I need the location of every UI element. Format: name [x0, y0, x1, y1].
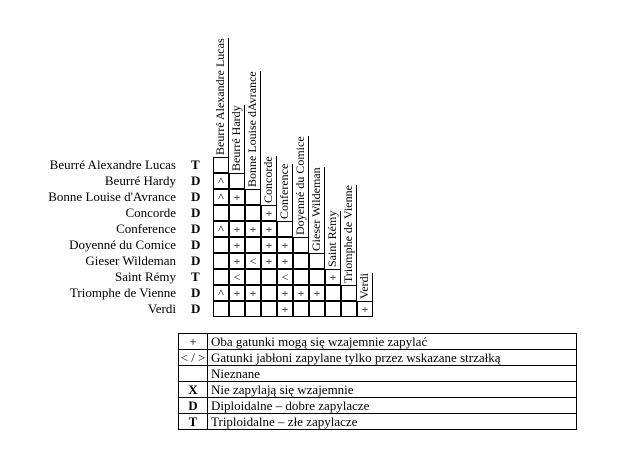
column-header: Verdi	[357, 273, 371, 299]
ploidy-mark: D	[191, 205, 201, 220]
matrix-cell	[245, 237, 261, 253]
matrix-cell	[293, 301, 309, 317]
legend-symbol: T	[179, 414, 208, 430]
legend-table	[178, 333, 577, 430]
matrix-cell	[245, 205, 261, 221]
column-header: Saint Rémy	[325, 210, 339, 267]
legend-row	[179, 398, 577, 414]
matrix-cell: <	[245, 253, 261, 269]
column-divider	[340, 211, 341, 269]
legend-row	[179, 414, 577, 430]
matrix-cell	[245, 269, 261, 285]
legend-description: Gatunki jabłoni zapylane tylko przez wskazane strzałką	[208, 350, 577, 366]
matrix-cell: ^	[213, 221, 229, 237]
matrix-cell: +	[229, 221, 245, 237]
column-header: Doyenné du Comice	[293, 136, 307, 235]
column-divider	[260, 71, 261, 189]
matrix-cell: +	[277, 285, 293, 301]
legend-description: Oba gatunki mogą się wzajemnie zapylać	[208, 334, 577, 350]
legend-row	[179, 334, 577, 350]
matrix-cell	[293, 253, 309, 269]
column-divider	[292, 164, 293, 221]
matrix-cell: ^	[213, 189, 229, 205]
matrix-cell	[213, 253, 229, 269]
matrix-cell	[213, 237, 229, 253]
variety-name: Beurré Hardy	[104, 173, 176, 188]
matrix-cell: +	[277, 253, 293, 269]
diagonal-cell: +	[357, 301, 373, 317]
matrix-cell	[293, 269, 309, 285]
matrix-cell: +	[261, 221, 277, 237]
matrix-cell	[325, 301, 341, 317]
variety-name: Triomphe de Vienne	[69, 285, 176, 300]
ploidy-mark: T	[191, 269, 200, 284]
column-header: Concorde	[261, 156, 275, 203]
column-divider	[308, 136, 309, 237]
ploidy-mark: D	[191, 221, 201, 236]
legend-description: Triploidalne – złe zapylacze	[208, 414, 577, 430]
ploidy-mark: D	[191, 173, 201, 188]
ploidy-mark: D	[191, 237, 201, 252]
variety-name: Beurré Alexandre Lucas	[49, 157, 176, 172]
column-divider	[372, 273, 373, 301]
diagonal-cell	[293, 237, 309, 253]
matrix-cell	[261, 269, 277, 285]
matrix-cell	[261, 285, 277, 301]
diagonal-cell	[309, 253, 325, 269]
variety-name: Conference	[116, 221, 176, 236]
matrix-cell	[213, 301, 229, 317]
column-divider	[356, 185, 357, 285]
diagonal-cell	[245, 189, 261, 205]
ploidy-mark: D	[191, 253, 201, 268]
matrix-cell: +	[277, 301, 293, 317]
legend-symbol	[179, 366, 208, 382]
legend-description: Nieznane	[208, 366, 577, 382]
matrix-cell: +	[229, 237, 245, 253]
matrix-cell: +	[277, 237, 293, 253]
legend-row	[179, 366, 577, 382]
column-divider	[324, 167, 325, 253]
matrix-cell	[261, 301, 277, 317]
ploidy-mark: D	[191, 189, 201, 204]
matrix-cell: +	[261, 253, 277, 269]
ploidy-mark: T	[191, 157, 200, 172]
matrix-cell	[213, 269, 229, 285]
legend-description: Nie zapylają się wzajemnie	[208, 382, 577, 398]
diagonal-cell: +	[261, 205, 277, 221]
column-header: Gieser Wildeman	[309, 167, 323, 251]
legend-row	[179, 382, 577, 398]
diagonal-cell	[277, 221, 293, 237]
legend-symbol: +	[179, 334, 208, 350]
column-header: Triomphe de Vienne	[341, 185, 355, 283]
matrix-cell: <	[277, 269, 293, 285]
ploidy-mark: D	[191, 285, 201, 300]
matrix-cell	[309, 269, 325, 285]
matrix-cell: +	[229, 189, 245, 205]
column-header: Bonne Louise dAvrance	[245, 71, 259, 187]
column-header: Beurré Alexandre Lucas	[213, 38, 227, 155]
matrix-cell	[213, 205, 229, 221]
ploidy-mark: D	[191, 301, 201, 316]
matrix-cell	[325, 285, 341, 301]
diagonal-cell: +	[325, 269, 341, 285]
variety-name: Bonne Louise d'Avrance	[48, 189, 176, 204]
column-divider	[244, 105, 245, 173]
variety-name: Gieser Wildeman	[85, 253, 176, 268]
matrix-cell: <	[229, 269, 245, 285]
column-divider	[276, 156, 277, 205]
legend-symbol: < / >	[179, 350, 208, 366]
variety-name: Concorde	[125, 205, 176, 220]
legend-symbol: X	[179, 382, 208, 398]
matrix-cell	[309, 301, 325, 317]
column-header: Conference	[277, 163, 291, 219]
matrix-cell: +	[245, 221, 261, 237]
matrix-cell: +	[261, 237, 277, 253]
matrix-cell: +	[309, 285, 325, 301]
diagonal-cell	[229, 173, 245, 189]
legend-description: Diploidalne – dobre zapylacze	[208, 398, 577, 414]
matrix-cell	[341, 301, 357, 317]
matrix-cell: +	[293, 285, 309, 301]
column-header: Beurré Hardy	[229, 105, 243, 171]
matrix-cell	[229, 205, 245, 221]
diagonal-cell	[213, 157, 229, 173]
matrix-cell: ^	[213, 173, 229, 189]
matrix-cell	[245, 301, 261, 317]
matrix-cell: +	[245, 285, 261, 301]
legend-row	[179, 350, 577, 366]
variety-name: Saint Rémy	[114, 269, 176, 284]
matrix-cell: +	[229, 285, 245, 301]
matrix-cell: ^	[213, 285, 229, 301]
matrix-cell: +	[229, 253, 245, 269]
diagonal-cell	[341, 285, 357, 301]
column-divider	[228, 38, 229, 157]
legend-symbol: D	[179, 398, 208, 414]
variety-name: Doyenné du Comice	[69, 237, 176, 252]
variety-name: Verdi	[147, 301, 176, 316]
matrix-cell	[229, 301, 245, 317]
